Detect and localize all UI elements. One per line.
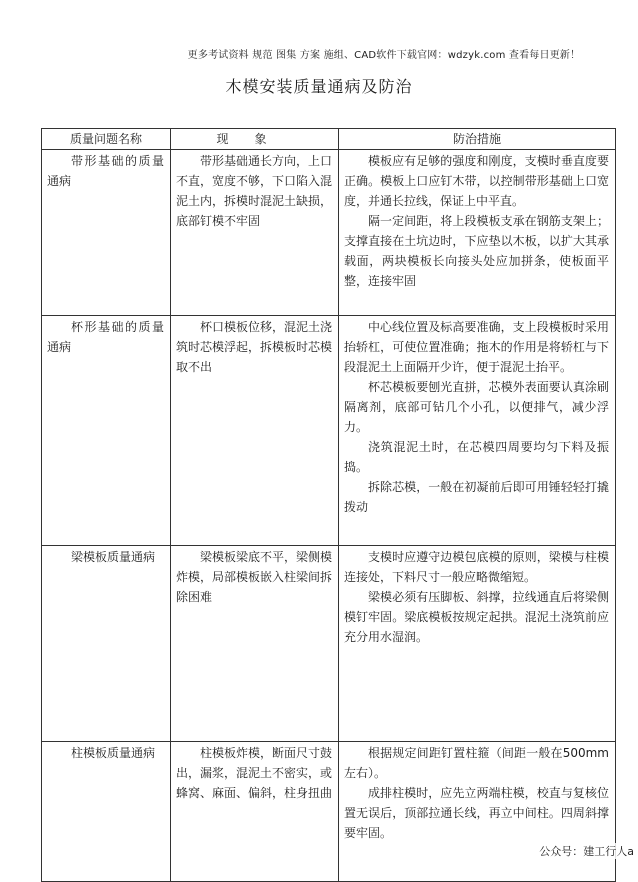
row-name: 杯形基础的质量通病 xyxy=(42,316,171,546)
table-header-row xyxy=(42,129,616,150)
row-phenomenon: 柱模板炸模，断面尺寸鼓出，漏浆，混泥土不密实，或蜂窝、麻面、偏斜，柱身扭曲 xyxy=(171,742,339,882)
row-measures xyxy=(339,150,616,316)
header-problem-name: 质量问题名称 xyxy=(42,129,171,150)
measure-paragraph: 浇筑混泥土时，在芯模四周要均匀下料及振捣。 xyxy=(344,440,609,474)
measure-paragraph: 支模时应遵守边模包底模的原则，梁模与柱模连接处，下料尺寸一般应略微缩短。 xyxy=(344,550,609,584)
row-measures xyxy=(339,316,616,546)
header-phenomenon: 现象 xyxy=(171,129,339,150)
row-phenomenon: 梁模板梁底不平，梁侧模炸模，局部模板嵌入柱梁间拆除困难 xyxy=(171,546,339,742)
measure-paragraph: 成排柱模时，应先立两端柱模，校直与复核位置无误后，顶部拉通长线，再立中间柱。四周斜撑要牢固。 xyxy=(344,786,609,840)
watermark-account: 公众号：建工行人a xyxy=(539,845,634,858)
measure-paragraph: 根据规定间距钉置柱箍（间距一般在500mm左右）。 xyxy=(344,746,609,780)
row-name: 带形基础的质量通病 xyxy=(42,150,171,316)
defects-table xyxy=(41,128,616,882)
measure-paragraph: 中心线位置及标高要准确，支上段模板时采用抬轿杠，可使位置准确；拖木的作用是将轿杠与下段混泥土上面隔开少许，便于混泥土抬平。 xyxy=(344,320,609,374)
row-name: 梁模板质量通病 xyxy=(42,546,171,742)
measure-paragraph: 模板应有足够的强度和刚度，支模时垂直度要正确。模板上口应钉木带，以控制带形基础上口宽度，并通长拉线，保证上中平直。 xyxy=(344,154,609,208)
row-name: 柱模板质量通病 xyxy=(42,742,171,882)
header-measures: 防治措施 xyxy=(339,129,616,150)
measure-paragraph: 隔一定间距，将上段模板支承在钢筋支架上；支撑直接在土坑边时，下应垫以木板，以扩大其承载面，两块模板长向接头处应加拼条，使板面平整，连接牢固 xyxy=(344,214,609,288)
measure-paragraph: 梁模必须有压脚板、斜撑，拉线通直后将梁侧模钉牢固。梁底模板按规定起拱。混泥土浇筑前应充分用水湿润。 xyxy=(344,590,609,644)
document-title: 木模安装质量通病及防治 xyxy=(225,77,413,96)
table-row xyxy=(42,150,616,316)
measure-paragraph: 杯芯模板要刨光直拼，芯模外表面要认真涂刷隔离剂，底部可钻几个小孔，以便排气，减少浮力。 xyxy=(344,380,609,434)
top-banner: 更多考试资料 规范 图集 方案 施组、CAD软件下载官网：wdzyk.com 查看每日更新！ xyxy=(187,50,581,61)
table-row xyxy=(42,316,616,546)
measure-paragraph: 拆除芯模，一般在初凝前后即可用锤轻轻打撬拨动 xyxy=(344,480,609,514)
table-row xyxy=(42,546,616,742)
row-phenomenon: 杯口模板位移，混泥土浇筑时芯模浮起，拆模板时芯模取不出 xyxy=(171,316,339,546)
row-measures xyxy=(339,546,616,742)
row-phenomenon: 带形基础通长方向，上口不直，宽度不够，下口陷入混泥土内，拆模时混泥土缺损，底部钉模不牢固 xyxy=(171,150,339,316)
